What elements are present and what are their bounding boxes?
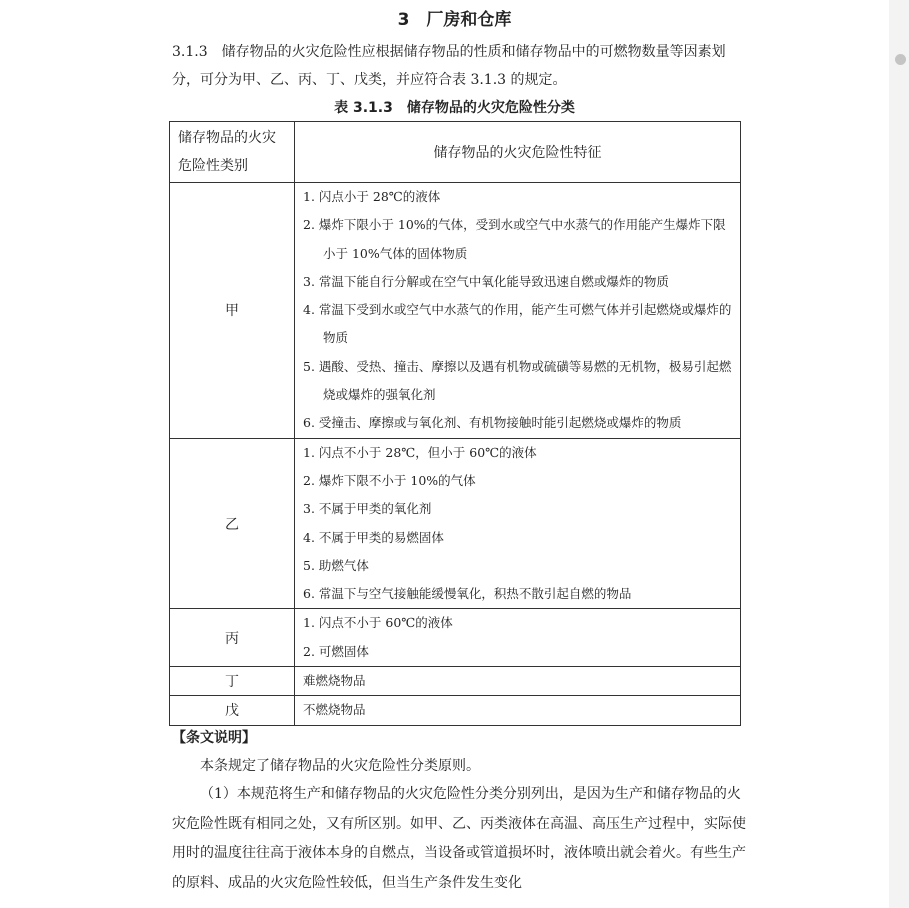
- note-paragraph-1: 本条规定了储存物品的火灾危险性分类原则。: [200, 758, 480, 774]
- characteristics-cell: [295, 667, 741, 696]
- characteristics-cell: [295, 183, 741, 439]
- characteristic-item: 不燃烧物品: [303, 702, 366, 718]
- characteristic-item: 6. 常温下与空气接触能缓慢氧化，积热不散引起自燃的物品: [303, 586, 632, 602]
- table-header-row: [170, 122, 741, 183]
- category-cell: 丁: [170, 667, 295, 696]
- characteristics-cell: [295, 438, 741, 609]
- note-title: 【条文说明】: [172, 730, 256, 746]
- characteristics-cell: [295, 696, 741, 725]
- characteristic-item: 5. 助燃气体: [303, 557, 369, 573]
- characteristic-item: 1. 闪点小于 28℃的液体: [303, 189, 441, 204]
- table-row: [170, 696, 741, 725]
- characteristic-item: 3. 常温下能自行分解或在空气中氧化能导致迅速自燃或爆炸的物质: [303, 273, 669, 289]
- scrollbar-thumb[interactable]: [895, 54, 906, 65]
- characteristic-item: 3. 不属于甲类的氧化剂: [303, 501, 432, 517]
- characteristic-item: 1. 闪点不小于 28℃，但小于 60℃的液体: [303, 444, 537, 460]
- header-category: 储存物品的火灾危险性类别: [170, 122, 295, 183]
- table-row: [170, 183, 741, 439]
- characteristic-item: 2. 可燃固体: [303, 643, 369, 659]
- characteristic-item: 5. 遇酸、受热、撞击、摩擦以及遇有机物或硫磺等易燃的无机物，极易引起燃烧或爆炸的强氧化剂: [303, 358, 732, 403]
- characteristic-item: 6. 受撞击、摩擦或与氧化剂、有机物接触时能引起燃烧或爆炸的物质: [303, 415, 682, 431]
- characteristic-item: 难燃烧物品: [303, 673, 366, 689]
- characteristic-item: 2. 爆炸下限不小于 10%的气体: [303, 472, 476, 488]
- characteristic-item: 4. 不属于甲类的易燃固体: [303, 529, 444, 545]
- category-cell: 乙: [170, 438, 295, 609]
- scrollbar-track[interactable]: [889, 0, 909, 908]
- characteristics-cell: [295, 609, 741, 667]
- header-characteristics: 储存物品的火灾危险性特征: [295, 122, 741, 183]
- characteristic-item: 2. 爆炸下限小于 10%的气体，受到水或空气中水蒸气的作用能产生爆炸下限小于 10%气体的固体物质: [303, 217, 726, 261]
- category-cell: 丙: [170, 609, 295, 667]
- category-cell: 甲: [170, 183, 295, 439]
- clause-text: 3.1.3 储存物品的火灾危险性应根据储存物品的性质和储存物品中的可燃物数量等因素划分，可分为甲、乙、丙、丁、戊类，并应符合表 3.1.3 的规定。: [172, 44, 726, 88]
- characteristic-item: 4. 常温下受到水或空气中水蒸气的作用，能产生可燃气体并引起燃烧或爆炸的物质: [303, 302, 732, 346]
- category-cell: 戊: [170, 696, 295, 725]
- table-row: [170, 609, 741, 667]
- table-row: [170, 438, 741, 609]
- chapter-title: 3 厂房和仓库: [397, 10, 512, 30]
- hazard-table: [169, 121, 741, 726]
- note-paragraph-2: （1）本规范将生产和储存物品的火灾危险性分类分别列出，是因为生产和储存物品的火灾危险性既有相同之处，又有所区别。如甲、乙、丙类液体在高温、高压生产过程中，实际使用时的温度往往高于液体本身的自燃点，当设备或管道损坏时，液体喷出就会着火。有些生产的原料、成品的火灾危险性较低，但当生产条件发生变化: [172, 786, 746, 891]
- characteristic-item: 1. 闪点不小于 60℃的液体: [303, 615, 453, 631]
- table-row: [170, 667, 741, 696]
- table-caption: 表 3.1.3 储存物品的火灾危险性分类: [334, 100, 575, 116]
